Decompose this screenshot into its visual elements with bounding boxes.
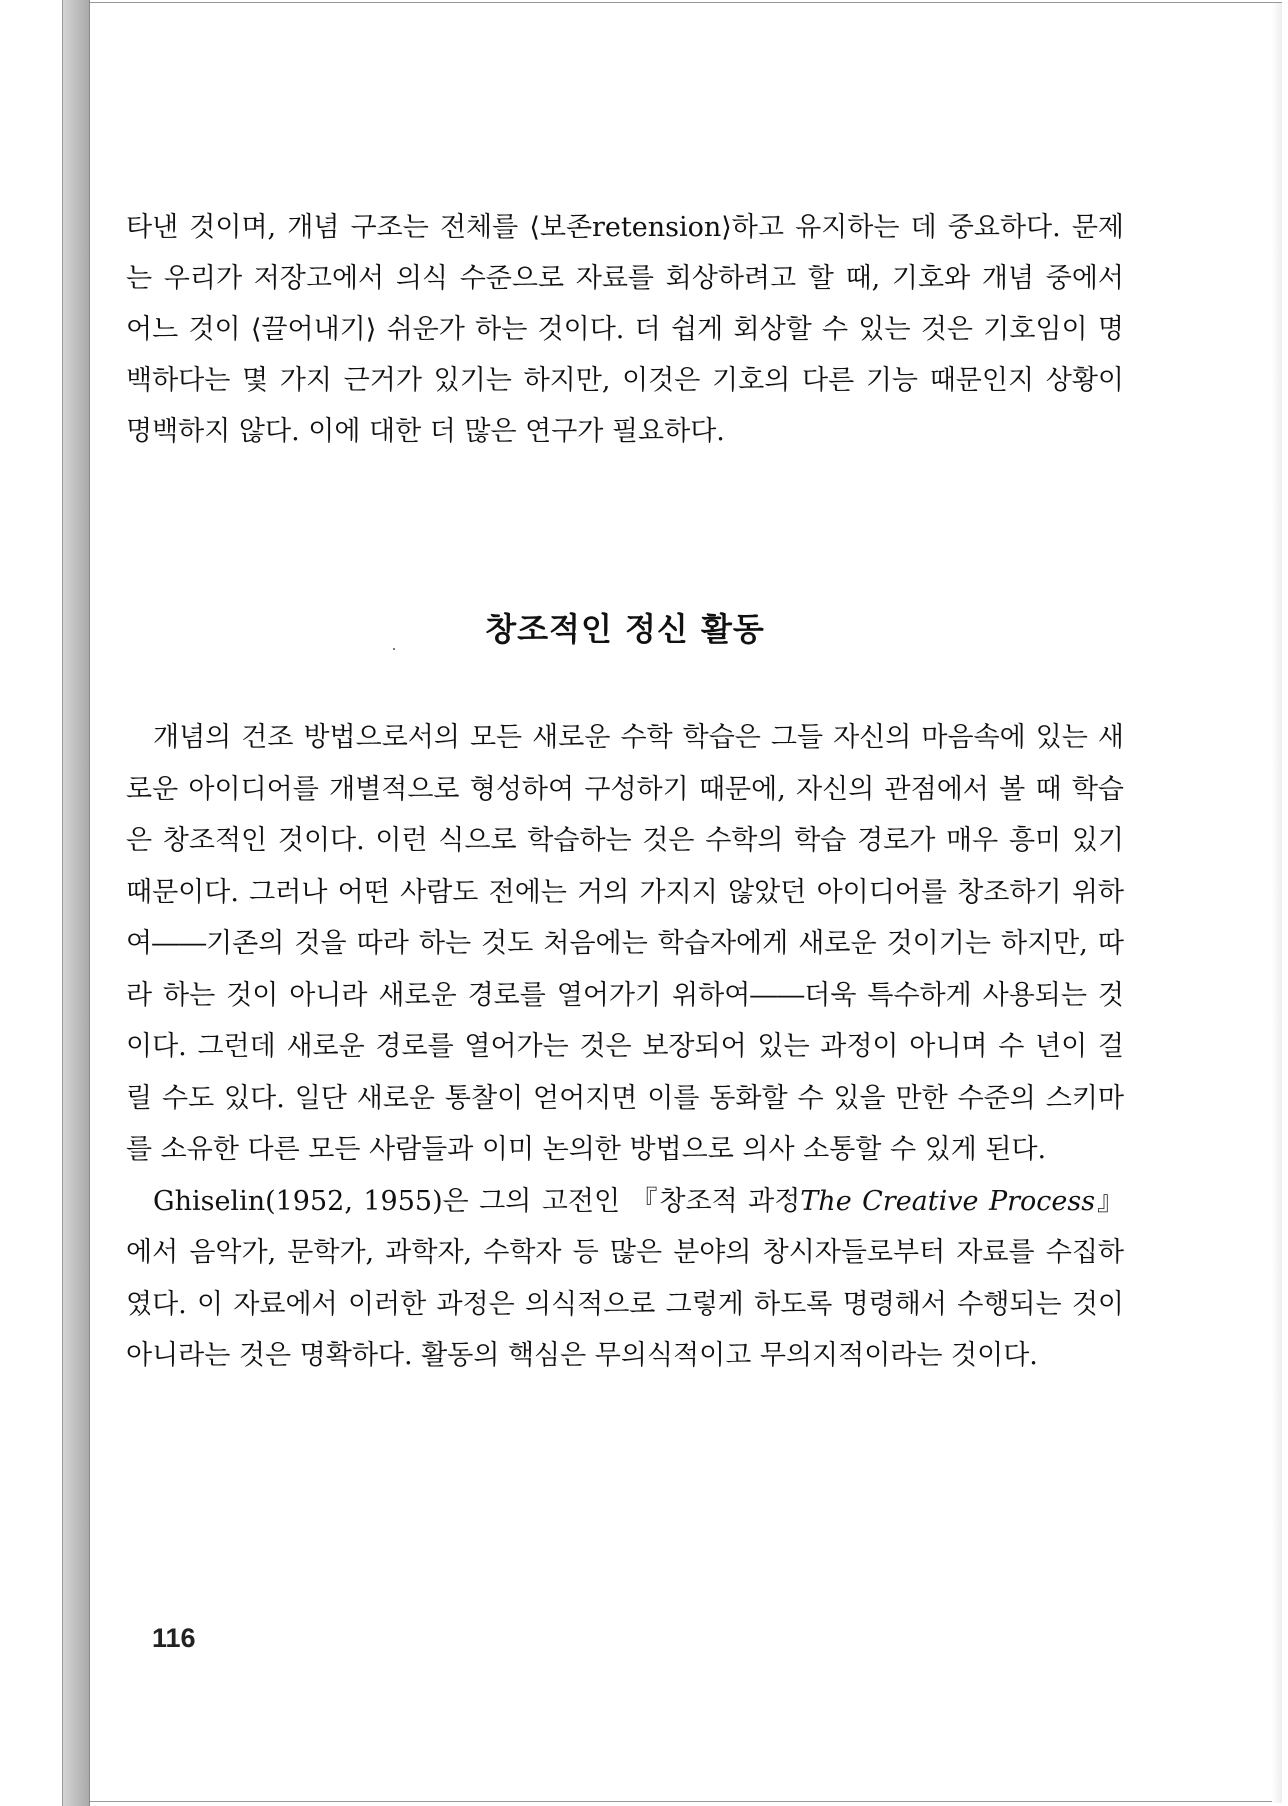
book-spine — [62, 0, 90, 1806]
section-paragraph-2 — [126, 1176, 1124, 1382]
scan-speck — [393, 648, 395, 650]
paragraph-2-lead: Ghiselin(1952, 1955)은 그의 고전인 『창조적 과정 — [153, 1185, 801, 1217]
section-heading: 창조적인 정신 활동 — [485, 610, 765, 648]
section-paragraph-1: 개념의 건조 방법으로서의 모든 새로운 수학 학습은 그들 자신의 마음속에 있는 새로운 아이디어를 개별적으로 형성하여 구성하기 때문에, 자신의 관점에서 볼 때 학습은 창조적인 것이다. 이런 식으로 학습하는 것은 수학의 학습 경로가 매우 흥미 있기 때문이다. 그러나 어떤 사람도 전에는 거의 가지지 않았던 아이디어를 창조하기 위하여――기존의 것을 따라 하는 것도 처음에는 학습자에게 새로운 것이기는 하지만, 따라 하는 것이 아니라 새로운 경로를 열어가기 위하여――더욱 특수하게 사용되는 것이다. 그런데 새로운 경로를 열어가는 것은 보장되어 있는 과정이 아니며 수 년이 걸릴 수도 있다. 일단 새로운 통찰이 얻어지면 이를 동화할 수 있을 만한 수준의 스키마를 소유한 다른 모든 사람들과 이미 논의한 방법으로 의사 소통할 수 있게 된다. — [126, 722, 1124, 1165]
section-body — [126, 712, 1124, 1382]
book-title-italic: The Creative Process — [800, 1185, 1096, 1217]
page-number: 116 — [152, 1623, 196, 1653]
page-edge-shadow — [1272, 3, 1282, 1803]
paragraph-2-rest: 』에서 음악가, 문학가, 과학자, 수학자 등 많은 분야의 창시자들로부터 자료를 수집하였다. 이 자료에서 이러한 과정은 의식적으로 그렇게 하도록 명령해서 수행되는 것이 아니라는 것은 명확하다. 활동의 핵심은 무의식적이고 무의지적이라는 것이다. — [126, 1185, 1124, 1371]
continued-paragraph: 타낸 것이며, 개념 구조는 전체를 ⟨보존retension⟩하고 유지하는 데 중요하다. 문제는 우리가 저장고에서 의식 수준으로 자료를 회상하려고 할 때, 기호와 개념 중에서 어느 것이 ⟨끌어내기⟩ 쉬운가 하는 것이다. 더 쉽게 회상할 수 있는 것은 기호임이 명백하다는 몇 가지 근거가 있기는 하지만, 이것은 기호의 다른 기능 때문인지 상황이 명백하지 않다. 이에 대한 더 많은 연구가 필요하다. — [126, 212, 1124, 447]
